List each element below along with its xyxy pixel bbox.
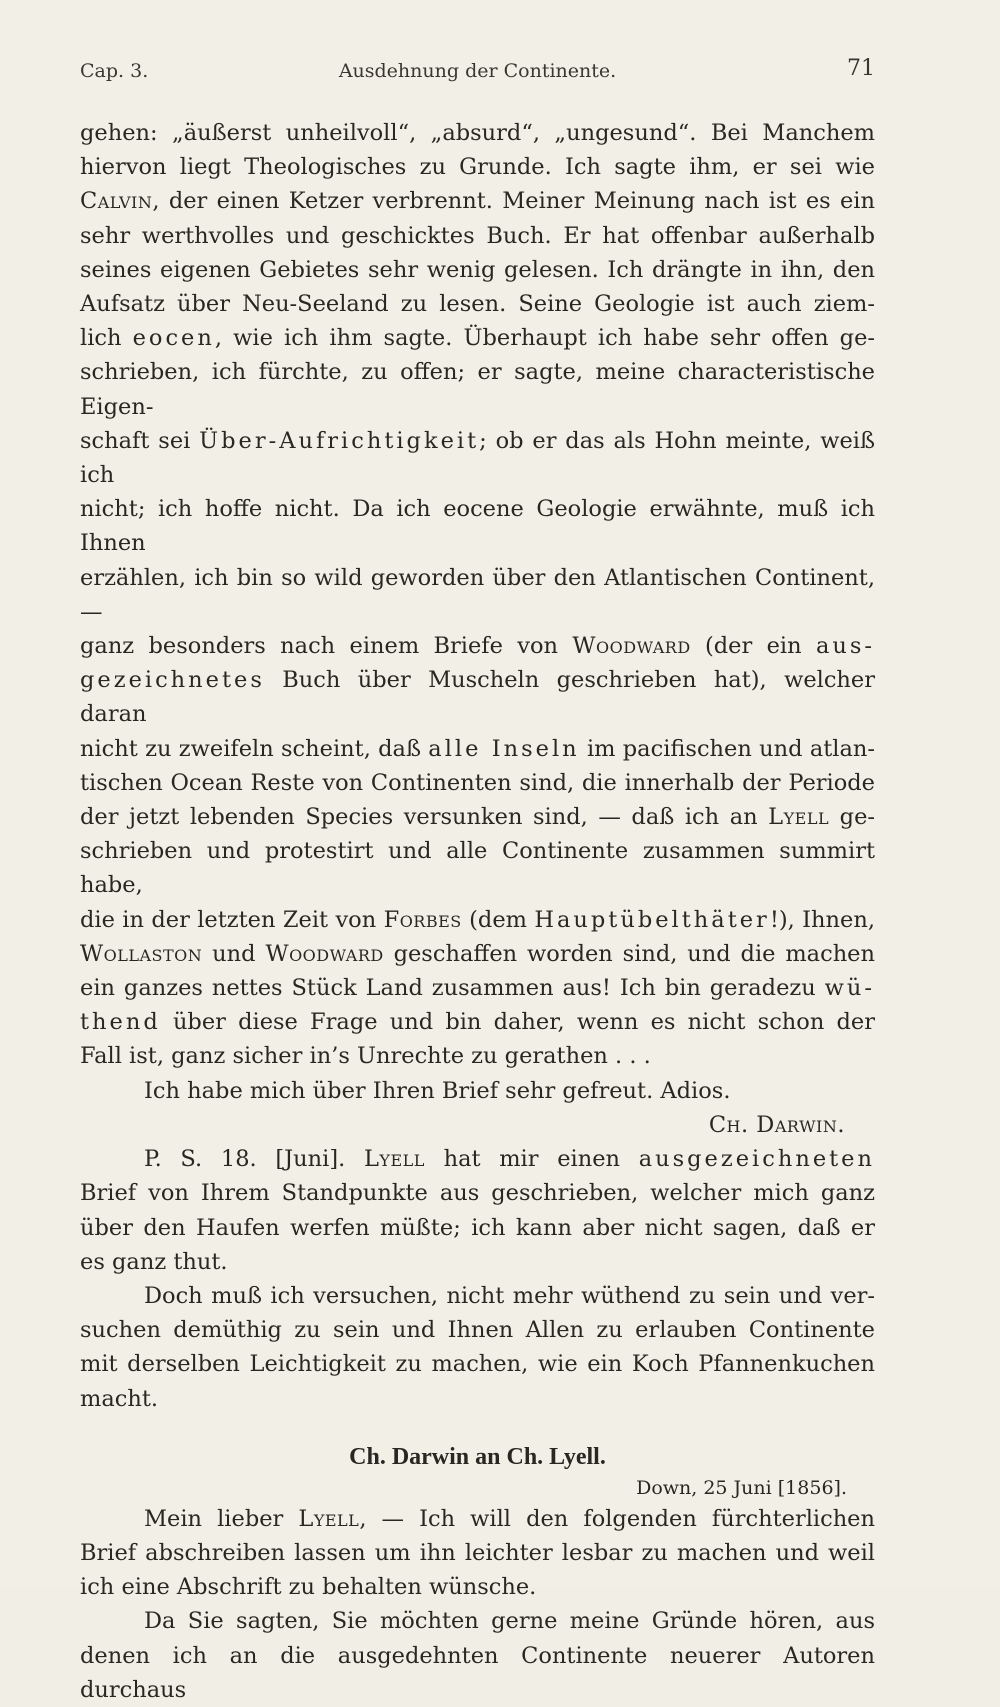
text-line: seines eigenen Gebietes sehr wenig gelesen. Ich drängte in ihn, den xyxy=(80,256,875,283)
text-line: der jetzt lebenden Species versunken sind, — daß ich an Lyell ge- xyxy=(80,804,875,831)
text-line: P. S. 18. [Juni]. Lyell hat mir einen ausgezeichneten xyxy=(144,1146,875,1173)
text-line: suchen demüthig zu sein und Ihnen Allen zu erlauben Continente xyxy=(80,1317,875,1344)
text-line: es ganz thut. xyxy=(80,1248,228,1275)
spaced-text: aus- xyxy=(815,633,875,660)
text-line: über den Haufen werfen müßte; ich kann aber nicht sagen, daß er xyxy=(80,1214,875,1241)
text-line: schrieben, ich fürchte, zu offen; er sagte, meine characteristische Eigen- xyxy=(80,359,875,420)
text-line: Da Sie sagten, Sie möchten gerne meine Gründe hören, aus xyxy=(144,1608,875,1635)
text-line: Wollaston und Woodward geschaffen worden sind, und die machen xyxy=(80,940,875,967)
spaced-text: Über-Aufrichtigkeit xyxy=(199,427,480,454)
name-forbes: Forbes xyxy=(383,906,462,933)
text-line: ganz besonders nach einem Briefe von Woodward (der ein aus- xyxy=(80,633,875,660)
name-lyell: Lyell xyxy=(768,804,830,831)
text-line: Calvin, der einen Ketzer verbrennt. Meiner Meinung nach ist es ein xyxy=(80,188,875,215)
spaced-text: ausgezeichneten xyxy=(638,1146,875,1173)
spaced-text: thend xyxy=(80,1009,161,1036)
text-line: sehr werthvolles und geschicktes Buch. Er hat offenbar außerhalb xyxy=(80,222,875,249)
text-line: Brief abschreiben lassen um ihn leichter lesbar zu machen und weil xyxy=(80,1539,875,1566)
chapter-label: Cap. 3. xyxy=(80,60,149,82)
text-line: mit derselben Leichtigkeit zu machen, wie ein Koch Pfannenkuchen xyxy=(80,1351,875,1378)
text-line: Aufsatz über Neu-Seeland zu lesen. Seine Geologie ist auch ziem- xyxy=(80,291,875,318)
letter-heading: Ch. Darwin an Ch. Lyell. xyxy=(349,1443,606,1470)
text-line: schaft sei Über-Aufrichtigkeit; ob er das als Hohn meinte, weiß ich xyxy=(80,427,875,489)
name-wollaston: Wollaston xyxy=(80,940,203,967)
text-line: denen ich an die ausgedehnten Continente neuerer Autoren durchaus xyxy=(80,1642,875,1703)
text-line: Ich habe mich über Ihren Brief sehr gefreut. Adios. xyxy=(144,1077,731,1104)
page-number: 71 xyxy=(847,56,875,81)
text-line: ein ganzes nettes Stück Land zusammen aus! Ich bin geradezu wü- xyxy=(80,975,875,1002)
spaced-text: eocen xyxy=(132,325,215,352)
text-line: Doch muß ich versuchen, nicht mehr wüthend zu sein und ver- xyxy=(144,1282,875,1309)
body-text xyxy=(80,116,875,1707)
spaced-text: gezeichnetes xyxy=(80,667,265,694)
signature: Ch. Darwin. xyxy=(708,1111,845,1138)
spaced-text: wü- xyxy=(824,975,875,1002)
running-header xyxy=(80,56,875,86)
text-line: Brief von Ihrem Standpunkte aus geschrieben, welcher mich ganz xyxy=(80,1180,875,1207)
text-line: hiervon liegt Theologisches zu Grunde. Ich sagte ihm, er sei wie xyxy=(80,154,875,181)
text-line: ich eine Abschrift zu behalten wünsche. xyxy=(80,1574,537,1601)
dateline: Down, 25 Juni [1856]. xyxy=(636,1476,847,1499)
text-line: erzählen, ich bin so wild geworden über den Atlantischen Continent, — xyxy=(80,564,875,625)
text-line: Mein lieber Lyell, — Ich will den folgenden fürchterlichen xyxy=(144,1505,875,1532)
name-lyell: Lyell xyxy=(363,1146,425,1173)
running-title: Ausdehnung der Continente. xyxy=(338,60,617,82)
text-line: die in der letzten Zeit von Forbes (dem Hauptübelthäter!), Ihnen, xyxy=(80,906,875,933)
text-line: macht. xyxy=(80,1385,159,1412)
text-line: Fall ist, ganz sicher in’s Unrechte zu gerathen . . . xyxy=(80,1043,651,1070)
text-line: lich eocen, wie ich ihm sagte. Überhaupt ich habe sehr offen ge- xyxy=(80,325,875,352)
text-line: nicht; ich hoffe nicht. Da ich eocene Geologie erwähnte, muß ich Ihnen xyxy=(80,496,875,557)
name-woodward: Woodward xyxy=(265,940,384,967)
name-lyell: Lyell xyxy=(298,1505,360,1532)
name-woodward: Woodward xyxy=(572,633,691,660)
name-calvin: Calvin xyxy=(80,188,153,215)
spaced-text: alle Inseln xyxy=(428,735,580,762)
text-line: tischen Ocean Reste von Continenten sind, die innerhalb der Periode xyxy=(80,769,875,796)
text-line: gehen: „äußerst unheilvoll“, „absurd“, „ungesund“. Bei Manchem xyxy=(80,120,875,146)
spaced-text: Hauptübelthäter xyxy=(534,906,770,933)
text-line: schrieben und protestirt und alle Continente zusammen summirt habe, xyxy=(80,838,875,899)
text-line: gezeichnetes Buch über Muscheln geschrieben hat), welcher daran xyxy=(80,667,875,728)
text-line: thend über diese Frage und bin daher, wenn es nicht schon der xyxy=(80,1009,875,1036)
text-line: nicht zu zweifeln scheint, daß alle Inseln im pacifischen und atlan- xyxy=(80,735,875,762)
